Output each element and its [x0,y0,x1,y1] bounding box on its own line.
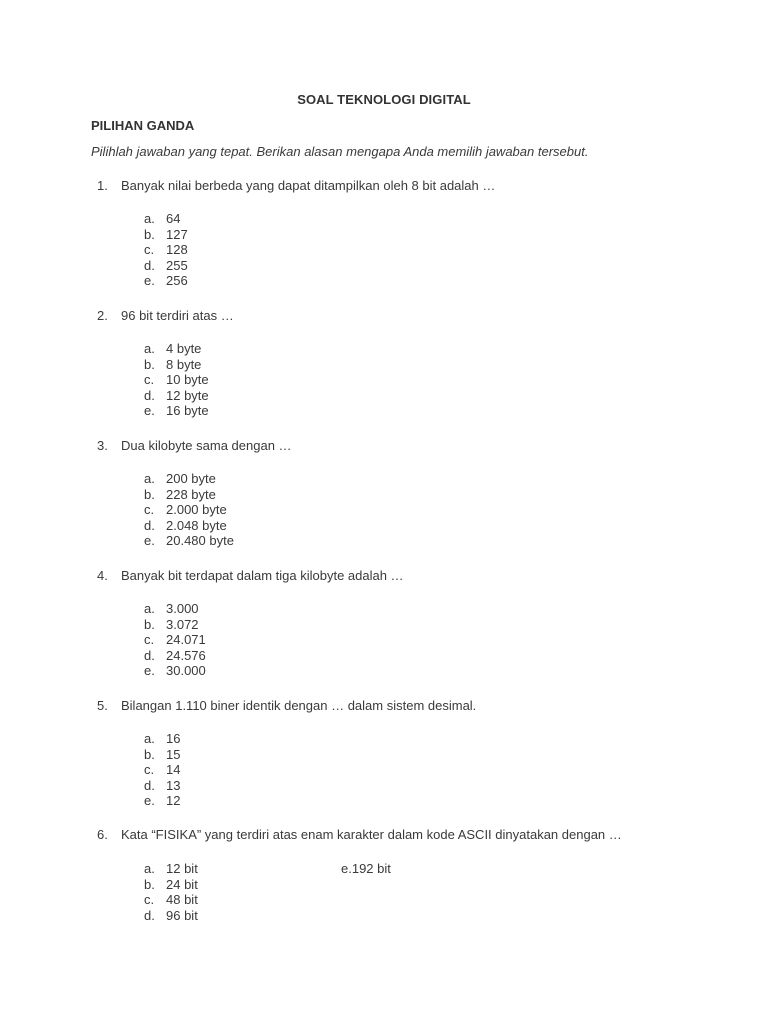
option-text: 24 bit [166,876,198,892]
option-letter: d. [144,647,155,663]
option-letter: a. [144,471,155,486]
option-text: 16 [166,731,181,746]
question-text: Dua kilobyte sama dengan … [121,438,292,453]
option-letter: b. [144,616,155,632]
question-1-options [144,211,188,289]
option-a [144,861,198,877]
option-c [144,502,234,518]
option-a [144,731,180,747]
question-3 [97,438,292,453]
option-b [144,227,188,243]
section-heading: PILIHAN GANDA [91,118,195,133]
question-4-options [144,601,206,679]
question-number: 2. [97,308,108,323]
option-b [144,357,209,373]
option-letter: e. [144,533,155,549]
option-letter: c. [144,632,155,648]
option-text: 20.480 byte [166,533,234,549]
option-e [144,793,180,809]
option-a [144,601,206,617]
option-text: 3.000 [166,601,199,616]
option-text: 24.071 [166,632,206,648]
option-letter: a. [144,731,155,746]
option-text: 12 bit [166,861,198,876]
option-text: 15 [166,746,181,762]
option-e [144,403,209,419]
option-letter: a. [144,341,155,356]
question-text: Banyak bit terdapat dalam tiga kilobyte adalah … [121,568,404,583]
option-a [144,471,234,487]
option-text: 13 [166,777,181,793]
option-text: 255 [166,257,188,273]
option-d [144,518,234,534]
option-text: 4 byte [166,341,202,356]
option-b [144,617,206,633]
option-text: 24.576 [166,647,206,663]
option-letter: a. [144,211,155,226]
question-number: 4. [97,568,108,583]
option-text: 256 [166,273,188,289]
option-c [144,892,198,908]
question-text: Banyak nilai berbeda yang dapat ditampilkan oleh 8 bit adalah … [121,178,496,193]
option-text: 48 bit [166,892,198,908]
option-letter: d. [144,517,155,533]
question-2 [97,308,234,323]
question-text: Bilangan 1.110 biner identik dengan … dalam sistem desimal. [121,698,477,713]
option-text: 228 byte [166,486,216,502]
option-e [144,663,206,679]
option-letter: c. [144,892,155,908]
option-e [144,533,234,549]
option-b [144,747,180,763]
option-text: 8 byte [166,356,202,372]
option-letter: c. [144,372,155,388]
option-letter: c. [144,762,155,778]
option-letter: e. [144,403,155,419]
option-text: 10 byte [166,372,209,388]
option-text: 2.048 byte [166,517,227,533]
option-a [144,341,209,357]
option-letter: e. [144,663,155,679]
option-letter: e. [144,793,155,809]
question-6-options [144,861,198,923]
option-d [144,908,198,924]
option-b [144,487,234,503]
option-letter: b. [144,356,155,372]
option-letter: d. [144,387,155,403]
question-number: 5. [97,698,108,713]
option-text: 96 bit [166,907,198,923]
option-d [144,648,206,664]
option-text: 200 byte [166,471,216,486]
question-text: Kata “FISIKA” yang terdiri atas enam karakter dalam kode ASCII dinyatakan dengan … [121,827,622,842]
option-d [144,258,188,274]
option-c [144,372,209,388]
option-letter: d. [144,257,155,273]
option-letter: e. [144,273,155,289]
option-text: 128 [166,242,188,258]
option-text: 2.000 byte [166,502,227,518]
option-letter: b. [144,746,155,762]
question-3-options [144,471,234,549]
option-letter: a. [144,861,155,876]
option-letter: c. [144,502,155,518]
option-letter: b. [144,876,155,892]
option-text: 127 [166,226,188,242]
question-6 [97,827,622,842]
option-letter: d. [144,907,155,923]
option-text: 30.000 [166,663,206,679]
question-1 [97,178,495,193]
option-c [144,242,188,258]
option-e: e.192 bit [341,861,391,876]
option-letter: a. [144,601,155,616]
question-5-options [144,731,180,809]
option-text: 3.072 [166,616,199,632]
instruction-text: Pilihlah jawaban yang tepat. Berikan alasan mengapa Anda memilih jawaban tersebut. [91,144,589,159]
page-title: SOAL TEKNOLOGI DIGITAL [297,92,471,107]
option-text: 12 byte [166,387,209,403]
option-c [144,762,180,778]
option-b [144,877,198,893]
option-text: 12 [166,793,181,809]
option-letter: b. [144,486,155,502]
question-4 [97,568,404,583]
option-text: 16 byte [166,403,209,419]
option-letter: b. [144,226,155,242]
question-number: 3. [97,438,108,453]
question-text: 96 bit terdiri atas … [121,308,234,323]
option-d [144,778,180,794]
option-letter: c. [144,242,155,258]
option-e [144,273,188,289]
question-number: 1. [97,178,108,193]
question-number: 6. [97,827,108,842]
option-c [144,632,206,648]
option-text: 64 [166,211,181,226]
question-2-options [144,341,209,419]
option-letter: d. [144,777,155,793]
option-a [144,211,188,227]
option-d [144,388,209,404]
option-text: 14 [166,762,181,778]
question-5 [97,698,476,713]
